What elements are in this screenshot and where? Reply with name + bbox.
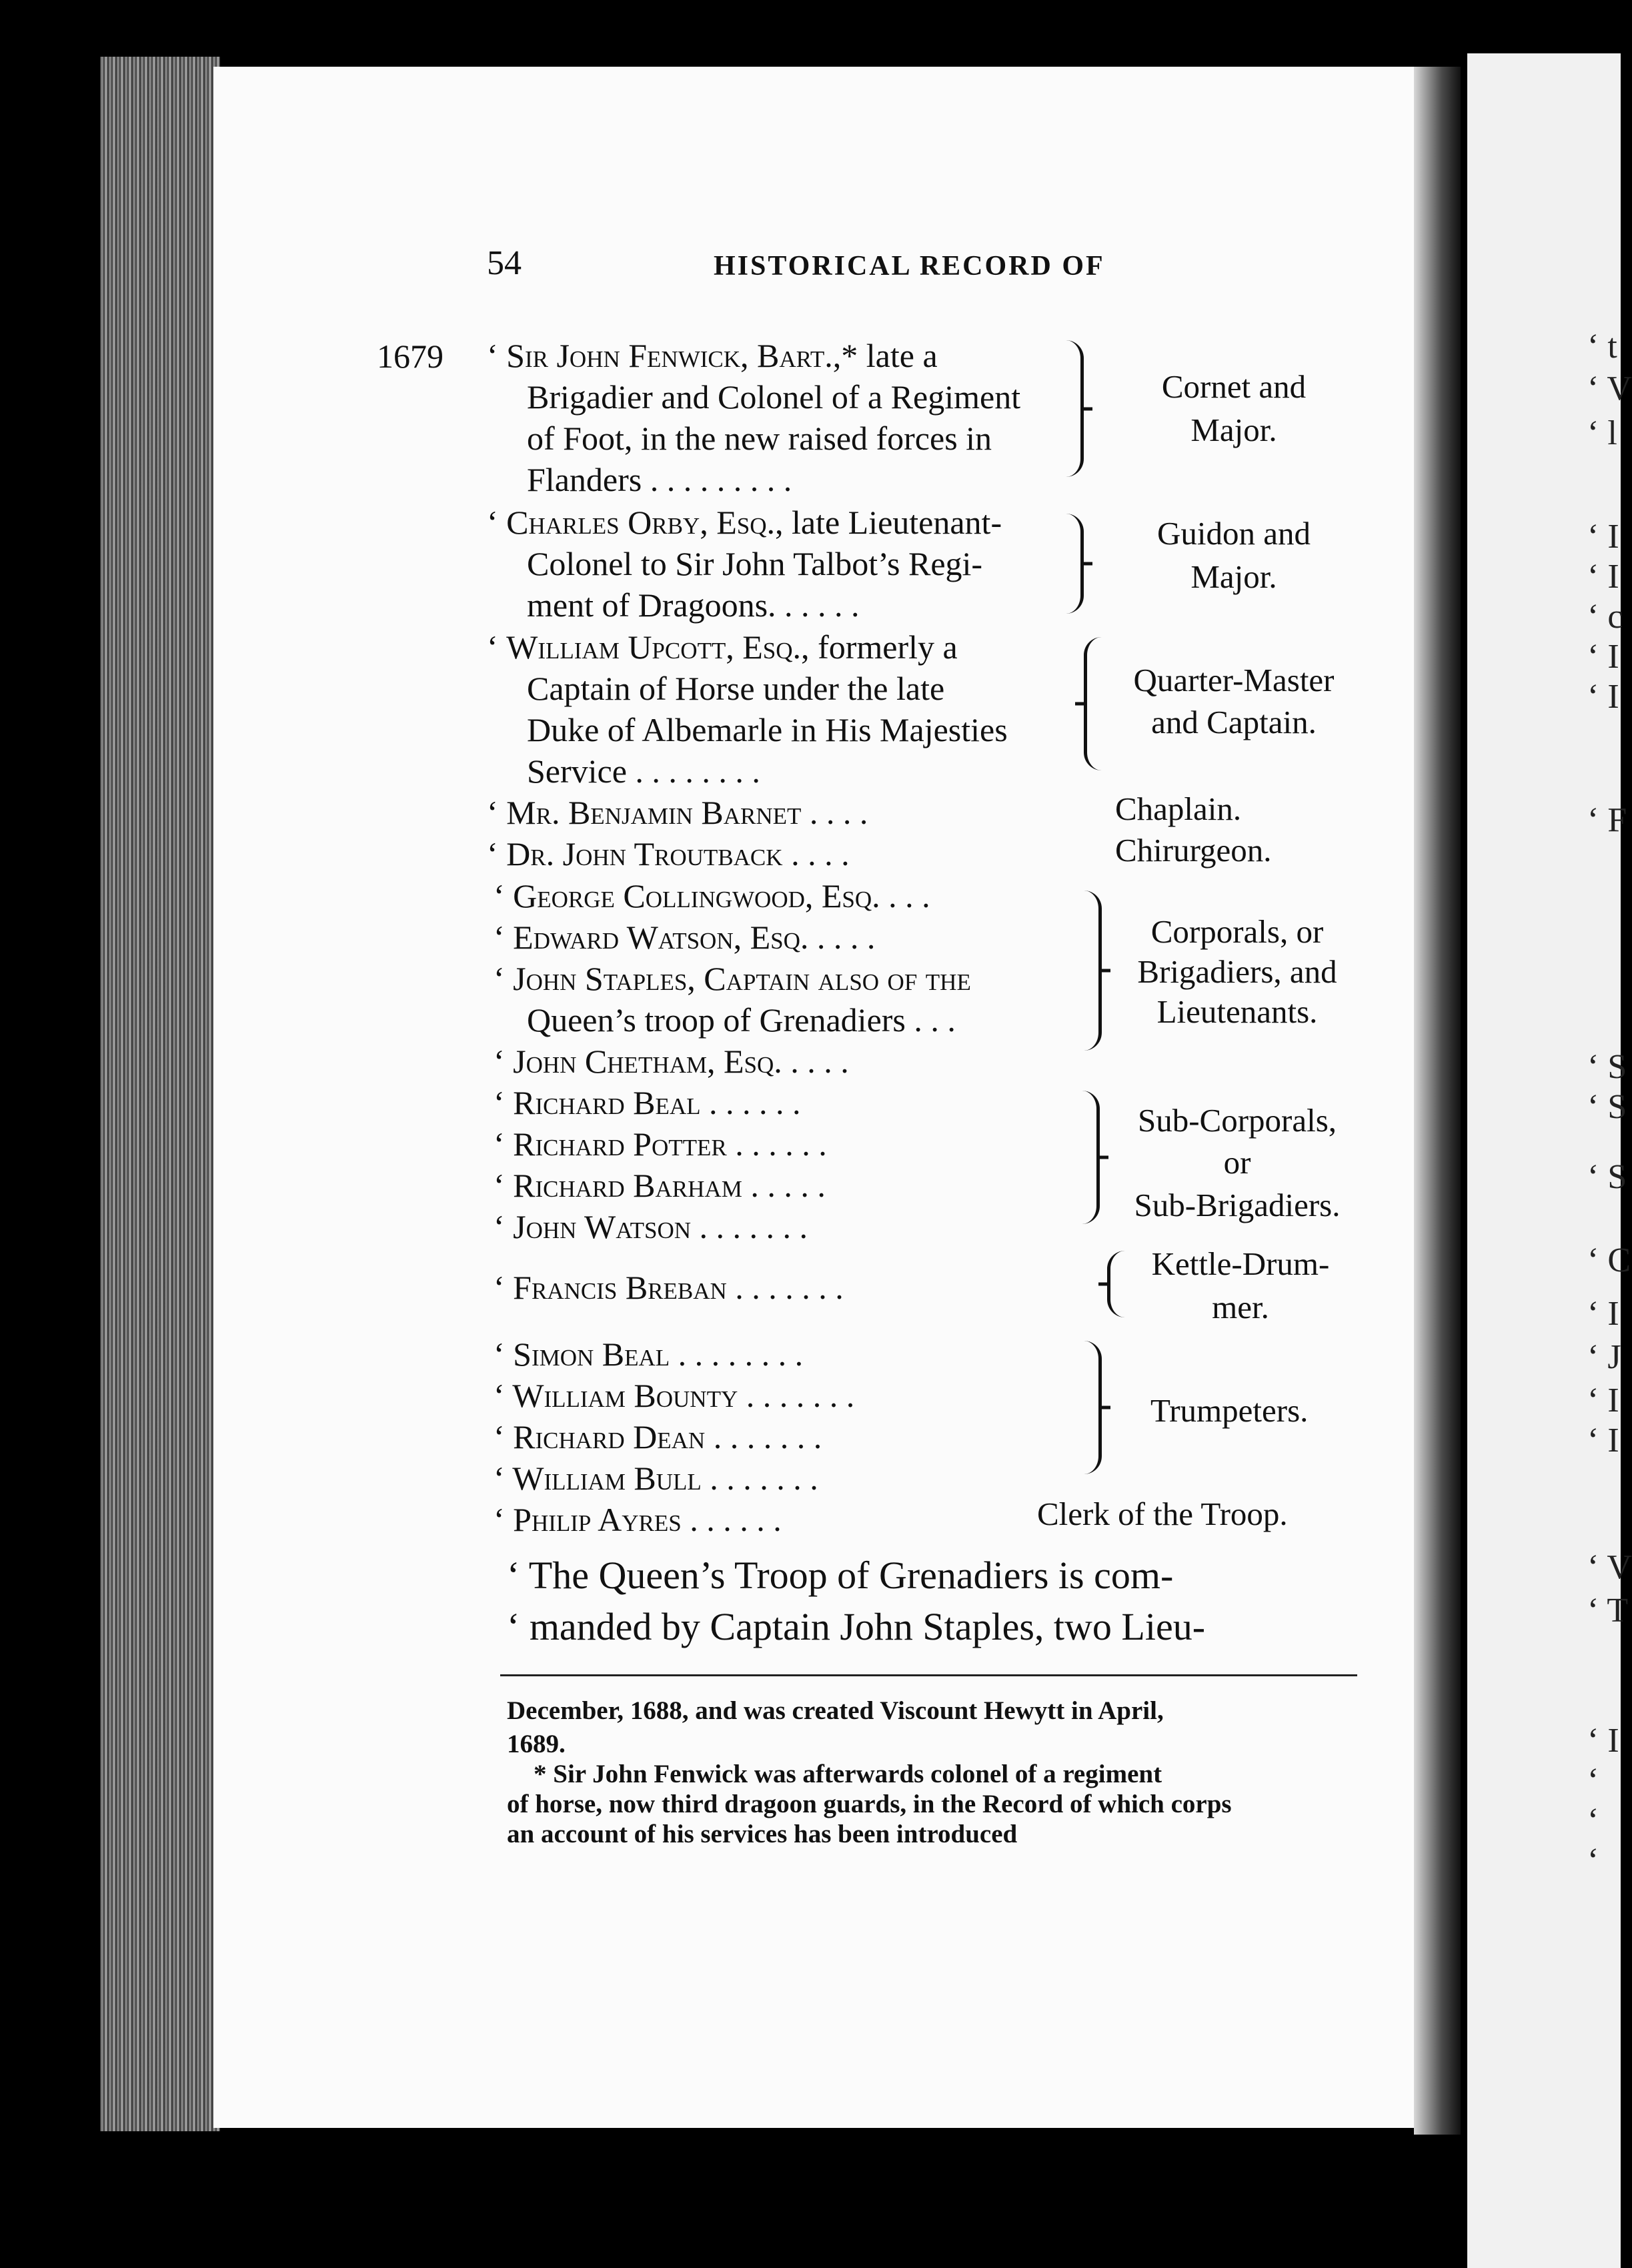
next-page-fragment: ‘ C (1587, 1241, 1631, 1279)
quote-mark: ‘ (487, 504, 498, 541)
footnote-line: * Sir John Fenwick was afterwards colonel of a regiment (534, 1760, 1162, 1788)
footnote-line: December, 1688, and was created Viscount Hewytt in April, (507, 1696, 1164, 1725)
rank-label: Trumpeters. (1150, 1392, 1309, 1429)
entry-line: ‘ Simon Beal . . . . . . . . (494, 1335, 804, 1373)
entry-line: ‘ Richard Potter . . . . . . (494, 1125, 827, 1163)
quote-mark: ‘ (487, 835, 498, 873)
entry-line: ‘ George Collingwood, Esq. . . . (494, 877, 930, 915)
gutter-shadow (1414, 67, 1461, 2135)
next-page-fragment: ‘ l (1587, 414, 1617, 452)
footnote-line: of horse, now third dragoon guards, in the Record of which corps (507, 1790, 1232, 1818)
rank-label: Sub-Corporals, (1137, 1102, 1337, 1139)
rank-label: Cornet and (1161, 368, 1307, 405)
next-page-fragment: ‘ S (1587, 1048, 1627, 1086)
entry-line: ‘ Francis Breban . . . . . . . (494, 1269, 844, 1306)
entry-line: Duke of Albemarle in His Majesties (527, 711, 1008, 748)
rank-label: Chirurgeon. (1115, 832, 1272, 869)
next-page-fragment: ‘ t (1587, 328, 1617, 366)
rank-label: Lieutenants. (1156, 993, 1318, 1030)
entry-line: of Foot, in the new raised forces in (527, 420, 992, 457)
next-page-fragment: ‘ J (1587, 1338, 1621, 1376)
leader-dots: . . . . (782, 835, 850, 873)
page-number: 54 (487, 244, 522, 282)
next-page-fragment: ‘ S (1587, 1158, 1627, 1196)
next-page-fragment: ‘ I (1587, 1295, 1619, 1333)
next-page-fragment: ‘ S (1587, 1088, 1627, 1126)
entry-line: ‘ John Chetham, Esq. . . . . (494, 1043, 849, 1080)
next-page-fragment: ‘ F (1587, 801, 1627, 839)
next-page-fragment: ‘ I (1587, 1722, 1619, 1760)
next-page-fragment: ‘ I (1587, 518, 1619, 556)
entry-line: Flanders . . . . . . . . . (527, 461, 792, 498)
rank-label: Quarter-Master (1133, 662, 1335, 698)
entry-line: Colonel to Sir John Talbot’s Regi- (527, 545, 983, 582)
body-paragraph-line: ‘ manded by Captain John Staples, two Lieu- (507, 1605, 1206, 1648)
entry-line: ment of Dragoons. . . . . . (527, 586, 860, 624)
next-page-fragment: ‘ T (1587, 1592, 1629, 1630)
rank-label: and Captain. (1151, 704, 1317, 740)
footnote-line: 1689. (507, 1730, 566, 1758)
leader-dots: . . . . (801, 794, 868, 831)
entry-line: Queen’s troop of Grenadiers . . . (527, 1001, 956, 1039)
brace-right (1082, 1091, 1100, 1224)
next-page-fragment: ‘ V (1587, 370, 1632, 408)
rank-label: Sub-Brigadiers. (1134, 1187, 1341, 1223)
brace-right (1066, 340, 1084, 477)
next-page-fragment: ‘ I (1587, 558, 1619, 596)
entry-line: ‘ John Watson . . . . . . . (494, 1208, 808, 1245)
entry-line: ‘ Richard Barham . . . . . (494, 1167, 826, 1204)
entry-line (487, 796, 868, 829)
footnote-line: an account of his services has been introduced (507, 1820, 1018, 1848)
rank-label: Major. (1190, 558, 1277, 595)
entry-line (487, 506, 1002, 539)
entry-line (487, 339, 938, 372)
quote-mark: ‘ (487, 628, 498, 666)
next-page-fragment: ‘ (1587, 1802, 1599, 1840)
entry-name: Mr. Benjamin Barnet (506, 794, 802, 831)
entry-line: Captain of Horse under the late (527, 670, 945, 707)
rank-label: Corporals, or (1150, 913, 1324, 950)
rank-label: Chaplain. (1115, 790, 1242, 827)
adjacent-page (1467, 53, 1632, 2268)
entry-line: ‘ Richard Dean . . . . . . . (494, 1418, 822, 1456)
rank-label: Kettle-Drum- (1151, 1245, 1330, 1282)
quote-mark: ‘ (487, 794, 498, 831)
entry-line (487, 630, 958, 664)
entry-line (487, 837, 850, 871)
entry-line: ‘ Edward Watson, Esq. . . . . (494, 919, 876, 956)
entry-name: William Upcott, Esq., (506, 628, 810, 666)
entry-line: ‘ Philip Ayres . . . . . . (494, 1501, 782, 1538)
entry-name: Dr. John Troutback (506, 835, 783, 873)
running-head: HISTORICAL RECORD OF (714, 251, 1105, 281)
entry-line: ‘ Richard Beal . . . . . . (494, 1084, 801, 1121)
rank-label: Major. (1190, 412, 1277, 448)
brace-left (1084, 637, 1102, 770)
book-page-edges (100, 57, 220, 2131)
entry-desc: formerly a (818, 628, 958, 666)
rank-label: mer. (1212, 1289, 1269, 1325)
next-page-fragment: ‘ I (1587, 678, 1619, 716)
next-page-fragment: ‘ I (1587, 1381, 1619, 1420)
brace-right (1066, 514, 1084, 614)
entry-line: ‘ John Staples, Captain also of the (494, 960, 971, 997)
entry-name: Charles Orby, Esq., (506, 504, 784, 541)
brace-right (1084, 891, 1102, 1051)
next-page-fragment: ‘ I (1587, 638, 1619, 676)
rank-label: Brigadiers, and (1137, 953, 1337, 990)
next-page-fragment: ‘ V (1587, 1548, 1632, 1586)
margin-year: 1679 (377, 338, 444, 375)
next-page-fragment: ‘ I (1587, 1422, 1619, 1460)
brace-right (1084, 1341, 1102, 1474)
entry-line: ‘ William Bull . . . . . . . (494, 1460, 818, 1497)
next-page-fragment: ‘ c (1587, 598, 1623, 636)
entry-line: ‘ William Bounty . . . . . . . (494, 1377, 855, 1414)
entry-line: Brigadier and Colonel of a Regiment (527, 378, 1021, 416)
entry-line: Service . . . . . . . . (527, 752, 760, 790)
footnote-rule (500, 1674, 1357, 1676)
body-paragraph-line: ‘ The Queen’s Troop of Grenadiers is com- (507, 1554, 1174, 1597)
entry-desc: late Lieutenant- (791, 504, 1002, 541)
entry-desc: late a (866, 337, 938, 374)
rank-label: or (1223, 1144, 1251, 1181)
rank-label: Guidon and (1157, 515, 1311, 552)
next-page-fragment: ‘ (1587, 1842, 1599, 1880)
entry-name: Sir John Fenwick, Bart.,* (506, 337, 858, 374)
quote-mark: ‘ (487, 337, 498, 374)
rank-label: Clerk of the Troop. (1037, 1496, 1288, 1532)
next-page-fragment: ‘ (1587, 1762, 1599, 1800)
